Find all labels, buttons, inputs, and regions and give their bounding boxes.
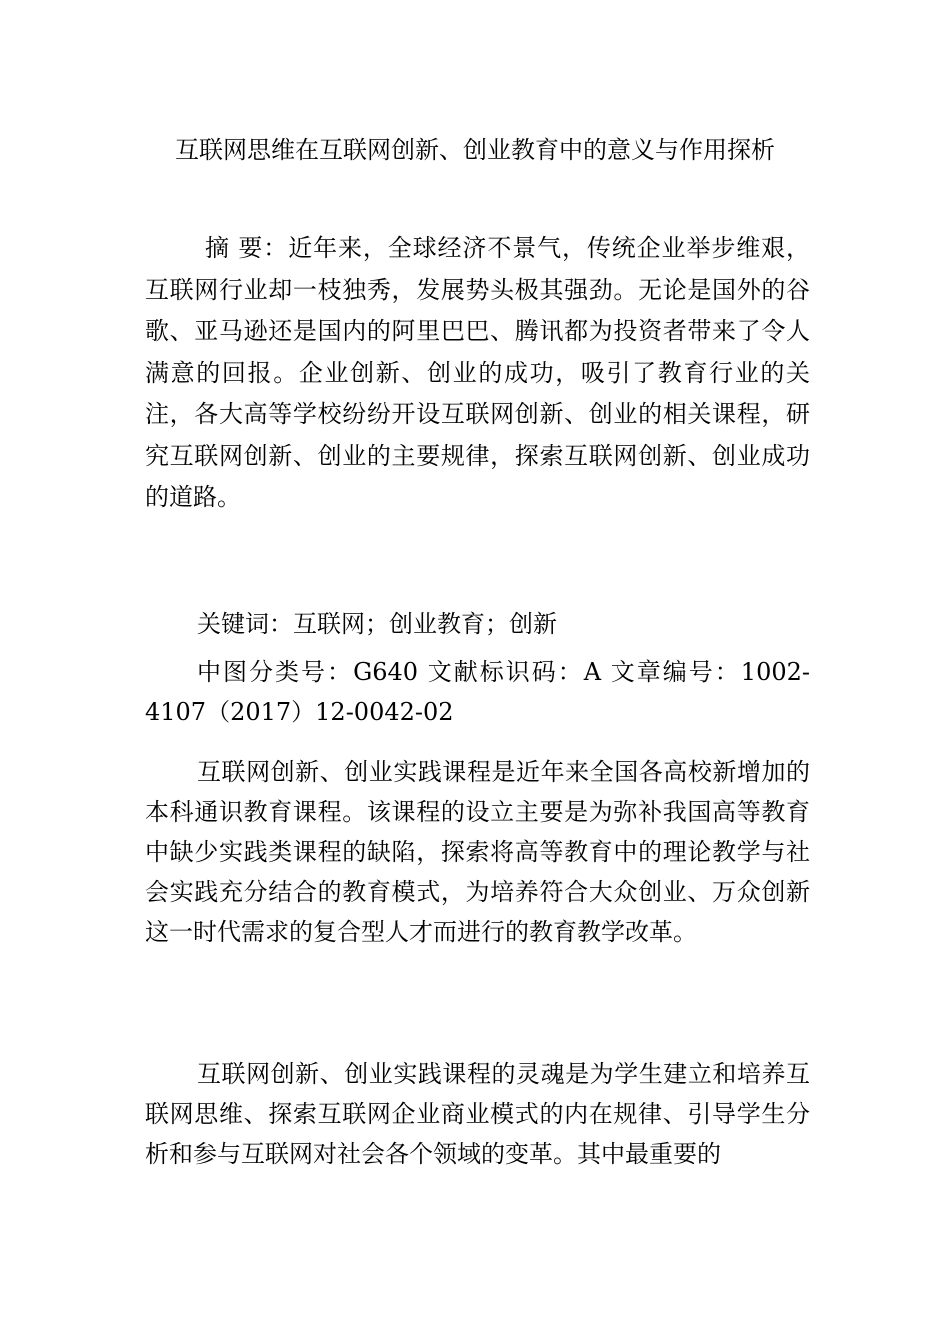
keywords-line bbox=[145, 604, 810, 644]
keywords-label: 关键词： bbox=[197, 610, 293, 638]
body-paragraph-2-block bbox=[145, 1054, 810, 1174]
body-paragraph: 互联网创新、创业实践课程是近年来全国各高校新增加的本科通识教育课程。该课程的设立主要是为弥补我国高等教育中缺少实践类课程的缺陷，探索将高等教育中的理论教学与社会实践充分结合的教育模式，为培养符合大众创业、万众创新这一时代需求的复合型人才而进行的教育教学改革。 bbox=[145, 758, 810, 946]
keywords-section bbox=[145, 604, 810, 644]
abstract-section bbox=[145, 228, 810, 519]
abstract-paragraph bbox=[145, 228, 810, 519]
body-paragraph-1-block bbox=[145, 752, 810, 952]
abstract-label: 摘 要： bbox=[205, 234, 289, 262]
keywords-text: 互联网；创业教育；创新 bbox=[293, 610, 557, 638]
classification-section bbox=[145, 652, 810, 732]
classification-line: 中图分类号：G640 文献标识码：A 文章编号：1002-4107（2017）12-0042-02 bbox=[145, 658, 810, 726]
body-paragraph: 互联网创新、创业实践课程的灵魂是为学生建立和培养互联网思维、探索互联网企业商业模式的内在规律、引导学生分析和参与互联网对社会各个领域的变革。其中最重要的 bbox=[145, 1060, 810, 1168]
paper-title: 互联网思维在互联网创新、创业教育中的意义与作用探析 bbox=[175, 136, 775, 164]
abstract-text: 近年来，全球经济不景气，传统企业举步维艰，互联网行业却一枝独秀，发展势头极其强劲。无论是国外的谷歌、亚马逊还是国内的阿里巴巴、腾讯都为投资者带来了令人满意的回报。企业创新、创业的成功，吸引了教育行业的关注，各大高等学校纷纷开设互联网创新、创业的相关课程，研究互联网创新、创业的主要规律，探索互联网创新、创业成功的道路。 bbox=[145, 234, 811, 511]
